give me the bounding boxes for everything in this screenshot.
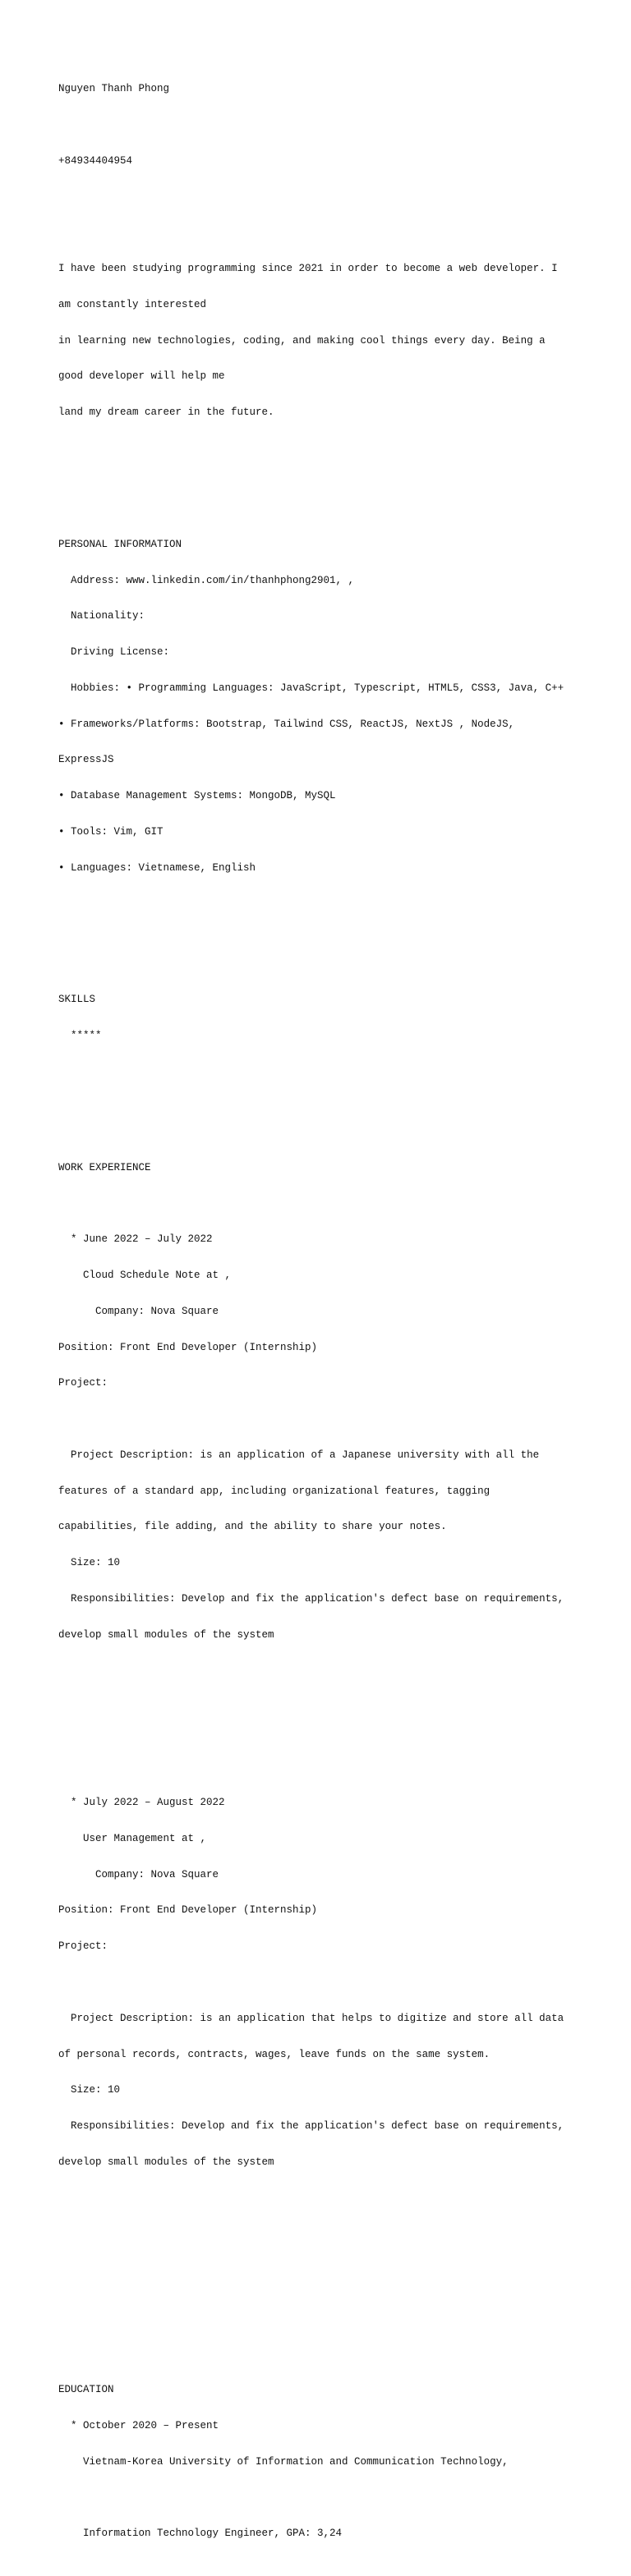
spacer: [58, 2492, 601, 2505]
databases-line: • Database Management Systems: MongoDB, MySQL: [58, 790, 336, 802]
spacer: [58, 2240, 601, 2252]
spacer: [58, 191, 601, 204]
job-period: * July 2022 – August 2022: [71, 1797, 225, 1809]
job-responsibilities-line: develop small modules of the system: [58, 1628, 274, 1641]
spacer: [58, 1977, 601, 1989]
resume-document: [58, 59, 601, 2576]
job-team-size: Size: 10: [71, 1557, 121, 1569]
summary-line: land my dream career in the future.: [58, 406, 274, 419]
job-responsibilities-line: Responsibilities: Develop and fix the application's defect base on requirements,: [58, 2120, 564, 2133]
skills-section: [58, 970, 601, 1066]
frameworks-line: • Frameworks/Platforms: Bootstrap, Tailwind CSS, ReactJS, NextJS , NodeJS,: [58, 718, 515, 730]
section-heading: EDUCATION: [58, 2384, 114, 2396]
job-responsibilities-line: Responsibilities: Develop and fix the application's defect base on requirements,: [58, 1593, 564, 1605]
job-project: Project:: [58, 1377, 108, 1389]
spacer: [58, 466, 601, 479]
hobbies-line: Hobbies: • Programming Languages: JavaScript, Typescript, HTML5, CSS3, Java, C++: [71, 682, 564, 694]
tools-line: • Tools: Vim, GIT: [58, 826, 164, 838]
education-degree: Information Technology Engineer, GPA: 3,24: [83, 2528, 343, 2540]
job-description-line: Project Description: is an application of a Japanese university with all the: [58, 1449, 540, 1461]
spacer: [58, 1090, 601, 1102]
section-heading: WORK EXPERIENCE: [58, 1161, 151, 1173]
education-section: [58, 2360, 601, 2564]
candidate-name: Nguyen Thanh Phong: [58, 83, 170, 95]
job-period: * June 2022 – July 2022: [71, 1233, 213, 1246]
spacer: [58, 119, 601, 131]
frameworks-line-continued: ExpressJS: [58, 754, 114, 766]
job-description-line: Project Description: is an application that helps to digitize and store all data: [58, 2012, 564, 2024]
phone-number: +84934404954: [58, 154, 133, 167]
job-description-line: features of a standard app, including organizational features, tagging: [58, 1485, 491, 1497]
summary-line: am constantly interested: [58, 298, 207, 310]
address-line: Address: www.linkedin.com/in/thanhphong2901, ,: [71, 574, 355, 586]
job-responsibilities-line: develop small modules of the system: [58, 2156, 274, 2168]
nationality-line: Nationality:: [71, 610, 145, 622]
education-period: * October 2020 – Present: [71, 2419, 219, 2431]
summary-line: I have been studying programming since 2021 in order to become a web developer. I: [58, 263, 558, 275]
job-position: Position: Front End Developer (Internship): [58, 1904, 318, 1917]
spacer: [58, 1689, 601, 1701]
job-title: User Management at ,: [83, 1832, 207, 1844]
job-description-line: of personal records, contracts, wages, leave funds on the same system.: [58, 2048, 491, 2060]
job-description-line: capabilities, file adding, and the ability to share your notes.: [58, 1521, 447, 1533]
job-entry: [58, 1773, 601, 2193]
job-company: Company: Nova Square: [95, 1305, 219, 1317]
summary-line: in learning new technologies, coding, and making cool things every day. Being a: [58, 334, 546, 347]
job-position: Position: Front End Developer (Internship): [58, 1341, 318, 1353]
section-heading: SKILLS: [58, 994, 96, 1006]
education-school: Vietnam-Korea University of Information and Communication Technology,: [83, 2455, 509, 2468]
section-heading: PERSONAL INFORMATION: [58, 538, 182, 550]
spacer: [58, 2276, 601, 2289]
driving-license-line: Driving License:: [71, 646, 170, 659]
spacer: [58, 1413, 601, 1426]
summary-line: good developer will help me: [58, 370, 225, 383]
job-project: Project:: [58, 1940, 108, 1953]
personal-information-section: [58, 515, 601, 898]
work-experience-section: [58, 1137, 601, 2216]
summary-paragraph: [58, 239, 601, 443]
spacer: [58, 2312, 601, 2325]
job-team-size: Size: 10: [71, 2084, 121, 2096]
job-company: Company: Nova Square: [95, 1868, 219, 1880]
job-entry: [58, 1210, 601, 1665]
skill-rating: *****: [71, 1030, 102, 1042]
job-title: Cloud Schedule Note at ,: [83, 1269, 232, 1281]
languages-line: • Languages: Vietnamese, English: [58, 861, 256, 874]
spacer: [58, 922, 601, 934]
spacer: [58, 1725, 601, 1738]
